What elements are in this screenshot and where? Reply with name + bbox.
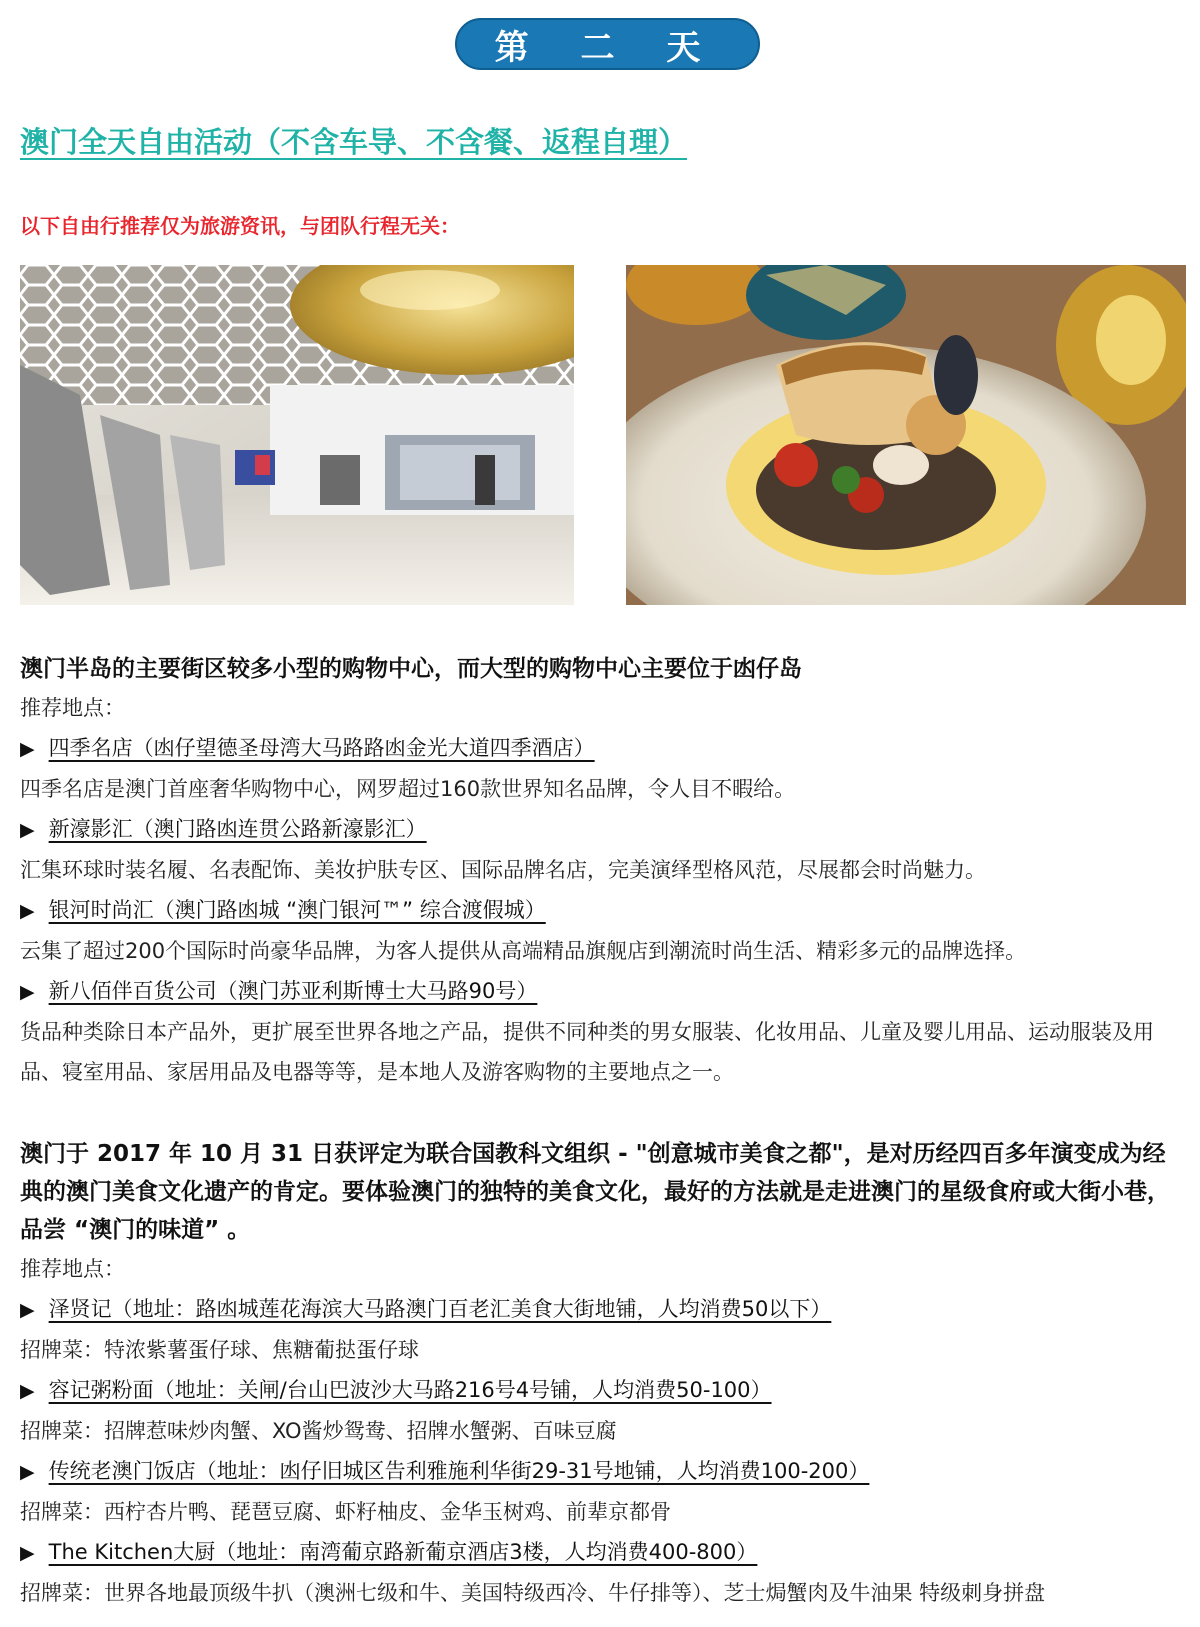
dish-photo [626,265,1186,605]
triangle-bullet-icon: ▶ [20,1461,35,1483]
shop-place-1: ▶ 四季名店（凼仔望德圣母湾大马路路凼金光大道四季酒店） [20,728,1185,769]
food-place-1: ▶ 泽贤记（地址：路凼城莲花海滨大马路澳门百老汇美食大街地铺，人均消费50以下） [20,1289,1185,1330]
shop-place-3: ▶ 银河时尚汇（澳门路凼城 “澳门银河™” 综合渡假城） [20,890,1185,931]
food-desc-2: 招牌菜：招牌惹味炒肉蟹、XO酱炒鸳鸯、招牌水蟹粥、百味豆腐 [20,1419,617,1443]
food-intro: 澳门于 2017 年 10 月 31 日获评定为联合国教科文组织 - "创意城市美食之都"，是对历经四百多年演变成为经典的澳门美食文化遗产的肯定。要体验澳门的独特的美食文化，最好的方法就是走进澳门的星级食府或大街小巷，品尝 “澳门的味道” 。 [20,1141,1170,1243]
triangle-bullet-icon: ▶ [20,900,35,922]
triangle-bullet-icon: ▶ [20,1299,35,1321]
triangle-bullet-icon: ▶ [20,981,35,1003]
triangle-bullet-icon: ▶ [20,819,35,841]
shopping-mall-photo [20,265,574,605]
shop-desc-2: 汇集环球时装名履、名表配饰、美妆护肤专区、国际品牌名店，完美演绎型格风范，尽展都会时尚魅力。 [20,858,986,882]
shop-place-4: ▶ 新八佰伴百货公司（澳门苏亚利斯博士大马路90号） [20,971,1185,1012]
food-desc-3: 招牌菜：西柠杏片鸭、琵琶豆腐、虾籽柚皮、金华玉树鸡、前辈京都骨 [20,1500,671,1524]
triangle-bullet-icon: ▶ [20,738,35,760]
food-place-3: ▶ 传统老澳门饭店（地址：凼仔旧城区告利雅施利华街29-31号地铺，人均消费100-200） [20,1451,1185,1492]
food-desc-4: 招牌菜：世界各地最顶级牛扒（澳洲七级和牛、美国特级西冷、牛仔排等）、芝士焗蟹肉及牛油果 特级刺身拼盘 [20,1581,1046,1605]
food-section [20,1135,1185,1613]
disclaimer: 以下自由行推荐仅为旅游资讯，与团队行程无关： [20,214,460,238]
food-rec-label: 推荐地点： [20,1257,125,1281]
day-title: 第 二 天 [494,27,721,68]
shop-place-2: ▶ 新濠影汇（澳门路凼连贯公路新濠影汇） [20,809,1185,850]
shop-desc-1: 四季名店是澳门首座奢华购物中心，网罗超过160款世界知名品牌，令人目不暇给。 [20,777,796,801]
shopping-intro: 澳门半岛的主要街区较多小型的购物中心，而大型的购物中心主要位于凼仔岛 [20,656,802,682]
food-place-4: ▶ The Kitchen大厨（地址：南湾葡京路新葡京酒店3楼，人均消费400-800） [20,1532,1185,1573]
triangle-bullet-icon: ▶ [20,1380,35,1402]
shop-desc-4: 货品种类除日本产品外，更扩展至世界各地之产品，提供不同种类的男女服装、化妆用品、儿童及婴儿用品、运动服装及用品、寝室用品、家居用品及电器等等，是本地人及游客购物的主要地点之一。 [20,1020,1154,1084]
day-title-pill [455,18,760,70]
shopping-rec-label: 推荐地点： [20,696,125,720]
headline: 澳门全天自由活动（不含车导、不含餐、返程自理） [20,125,688,159]
triangle-bullet-icon: ▶ [20,1542,35,1564]
food-desc-1: 招牌菜：特浓紫薯蛋仔球、焦糖葡挞蛋仔球 [20,1338,419,1362]
shopping-section [20,650,1185,1092]
food-place-2: ▶ 容记粥粉面（地址：关闸/台山巴波沙大马路216号4号铺，人均消费50-100） [20,1370,1185,1411]
shop-desc-3: 云集了超过200个国际时尚豪华品牌，为客人提供从高端精品旗舰店到潮流时尚生活、精彩多元的品牌选择。 [20,939,1027,963]
